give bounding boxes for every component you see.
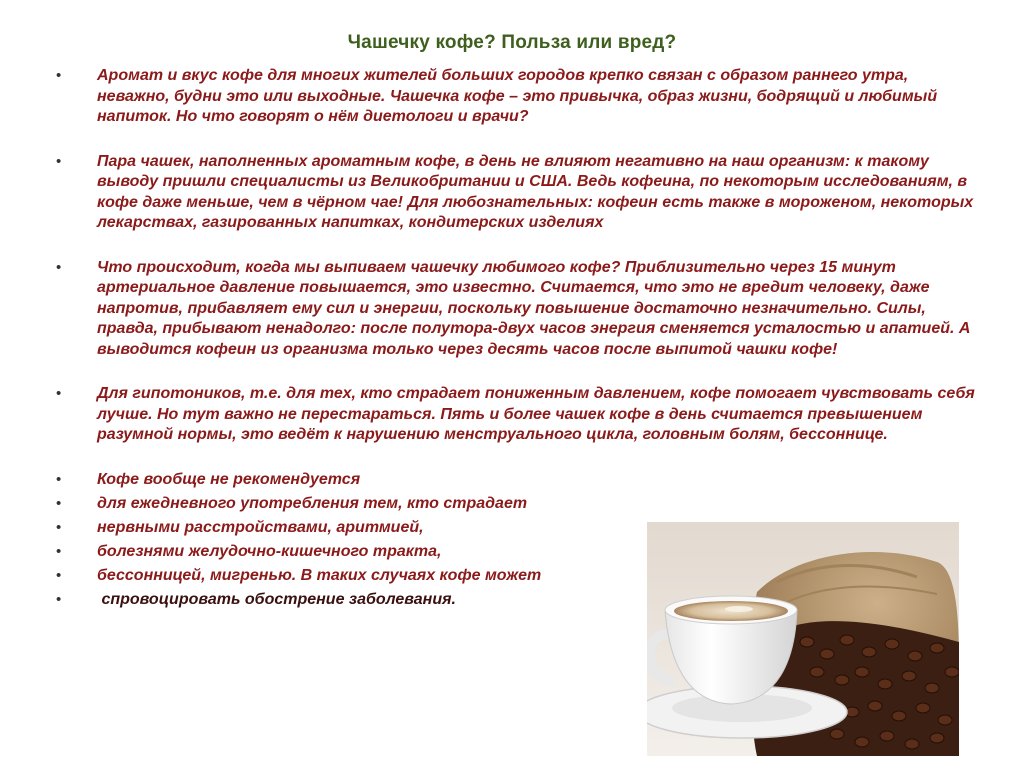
bullet-item-6: • спровоцировать обострение заболевания. — [56, 590, 976, 611]
bullet-item-4: • болезнями желудочно-кишечного тракта, — [56, 542, 976, 563]
bullet-paragraph-4: • Для гипотоников, т.е. для тех, кто страдает пониженным давлением, кофе помогает чувствовать себя лучше. Но тут важно не перестараться. Пять и более чашек кофе в день считается превышением разумной нормы, это ведёт к нарушению менструального цикла, головным болям, бессоннице. — [56, 384, 976, 446]
slide-title: Чашечку кофе? Польза или вред? — [347, 32, 677, 53]
bullet-paragraph-3: • Что происходит, когда мы выпиваем чашечку любимого кофе? Приблизительно через 15 минут артериальное давление повышается, это известно. Считается, что это не вредит человеку, даже напротив, прибавляет ему сил и энергии, поскольку повышение достаточно незначительно. Силы, правда, прибывают ненадолго: после полутора-двух часов энергия сменяется усталостью и апатией. А выводится кофеин из организма только через десять часов после выпитой чашки кофе! — [56, 258, 976, 361]
bullet-item-1: • Кофе вообще не рекомендуется — [56, 470, 976, 491]
bullet-item-2: • для ежедневного употребления тем, кто страдает — [56, 494, 976, 515]
bullet-item-3: • нервными расстройствами, аритмией, — [56, 518, 976, 539]
coffee-cup-with-beans-icon — [647, 522, 959, 756]
bullet-item-5: • бессонницей, мигренью. В таких случаях кофе может — [56, 566, 976, 587]
bullet-paragraph-2: • Пара чашек, наполненных ароматным кофе, в день не влияют негативно на наш организм: к такому выводу пришли специалисты из Великобритании и США. Ведь кофеина, по некоторым исследованиям, в кофе даже меньше, чем в чёрном чае! Для любознательных: кофеин есть также в мороженом, некоторых лекарствах, газированных напитках, кондитерских изделиях — [56, 152, 976, 234]
bullet-paragraph-1: • Аромат и вкус кофе для многих жителей больших городов крепко связан с образом раннего утра, неважно, будни это или выходные. Чашечка кофе – это привычка, образ жизни, бодрящий и любимый напиток. Но что говорят о нём диетологи и врачи? — [56, 66, 976, 128]
coffee-photo — [647, 522, 959, 756]
